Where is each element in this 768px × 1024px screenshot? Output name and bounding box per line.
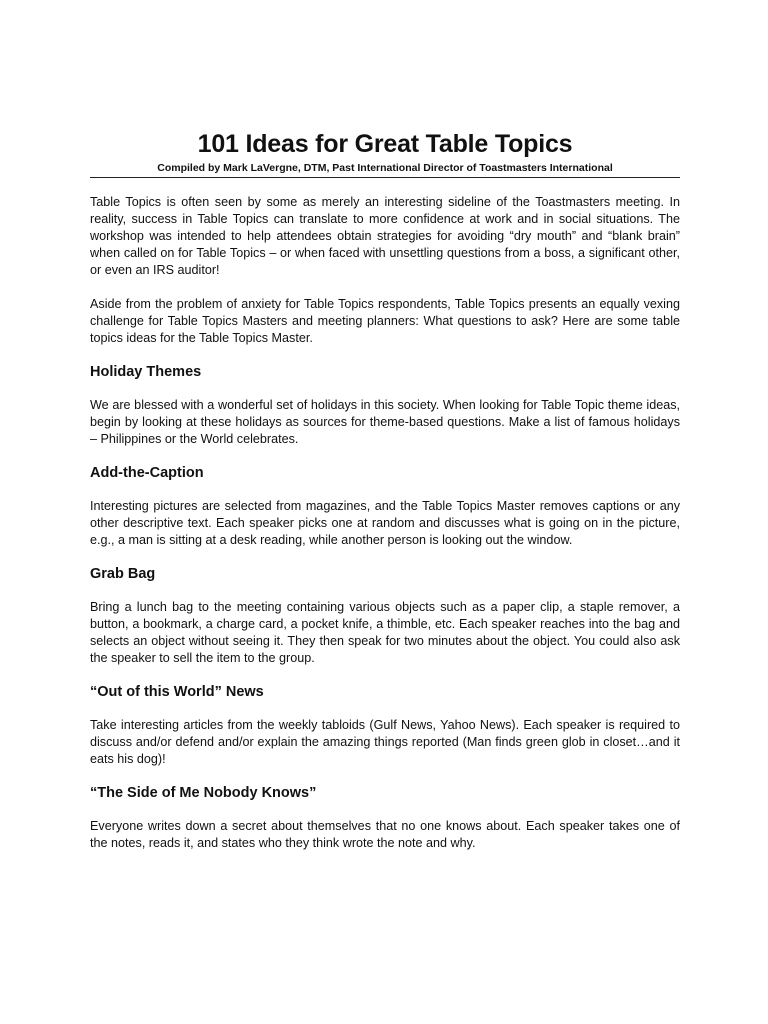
- section-heading-out-of-this-world-news: “Out of this World” News: [90, 684, 264, 700]
- section-body-side-of-me: Everyone writes down a secret about themselves that no one knows about. Each speaker takes one of the notes, reads it, and states who they think wrote the note and why.: [90, 819, 680, 850]
- intro-paragraph-2: Aside from the problem of anxiety for Table Topics respondents, Table Topics presents an equally vexing challenge for Table Topics Masters and meeting planners: What questions to ask? Here are some table topics ideas for the Table Topics Master.: [90, 297, 680, 345]
- section-body-holiday-themes: We are blessed with a wonderful set of holidays in this society. When looking for Table Topic theme ideas, begin by looking at these holidays as sources for theme-based questions. Make a list of famous holidays – Philippines or the World celebrates.: [90, 398, 680, 446]
- page-subtitle: Compiled by Mark LaVergne, DTM, Past International Director of Toastmasters International: [90, 161, 680, 178]
- section-body-out-of-this-world-news: Take interesting articles from the weekly tabloids (Gulf News, Yahoo News). Each speaker is required to discuss and/or defend and/or explain the amazing things reported (Man finds green glob in closet…and it eats his dog)!: [90, 718, 680, 766]
- section-heading-holiday-themes: Holiday Themes: [90, 364, 202, 380]
- page-title: 101 Ideas for Great Table Topics: [197, 130, 573, 158]
- section-heading-side-of-me: “The Side of Me Nobody Knows”: [90, 785, 317, 801]
- section-heading-grab-bag: Grab Bag: [90, 566, 156, 582]
- intro-paragraph-1: Table Topics is often seen by some as merely an interesting sideline of the Toastmasters meeting. In reality, success in Table Topics can translate to more confidence at work and in social situations. The workshop was intended to help attendees obtain strategies for avoiding “dry mouth” and “blank brain” when called on for Table Topics – or when faced with unsettling questions from a boss, a significant other, or even an IRS auditor!: [90, 195, 680, 277]
- section-body-add-the-caption: Interesting pictures are selected from magazines, and the Table Topics Master removes captions or any other descriptive text. Each speaker picks one at random and discusses what is going on in the picture, e.g., a man is sitting at a desk reading, while another person is looking out the window.: [90, 499, 680, 547]
- section-body-grab-bag: Bring a lunch bag to the meeting containing various objects such as a paper clip, a staple remover, a button, a bookmark, a charge card, a pocket knife, a thimble, etc. Each speaker reaches into the bag and selects an object without seeing it. They then speak for two minutes about the object. You could also ask the speaker to sell the item to the group.: [90, 600, 680, 665]
- section-heading-add-the-caption: Add-the-Caption: [90, 465, 204, 481]
